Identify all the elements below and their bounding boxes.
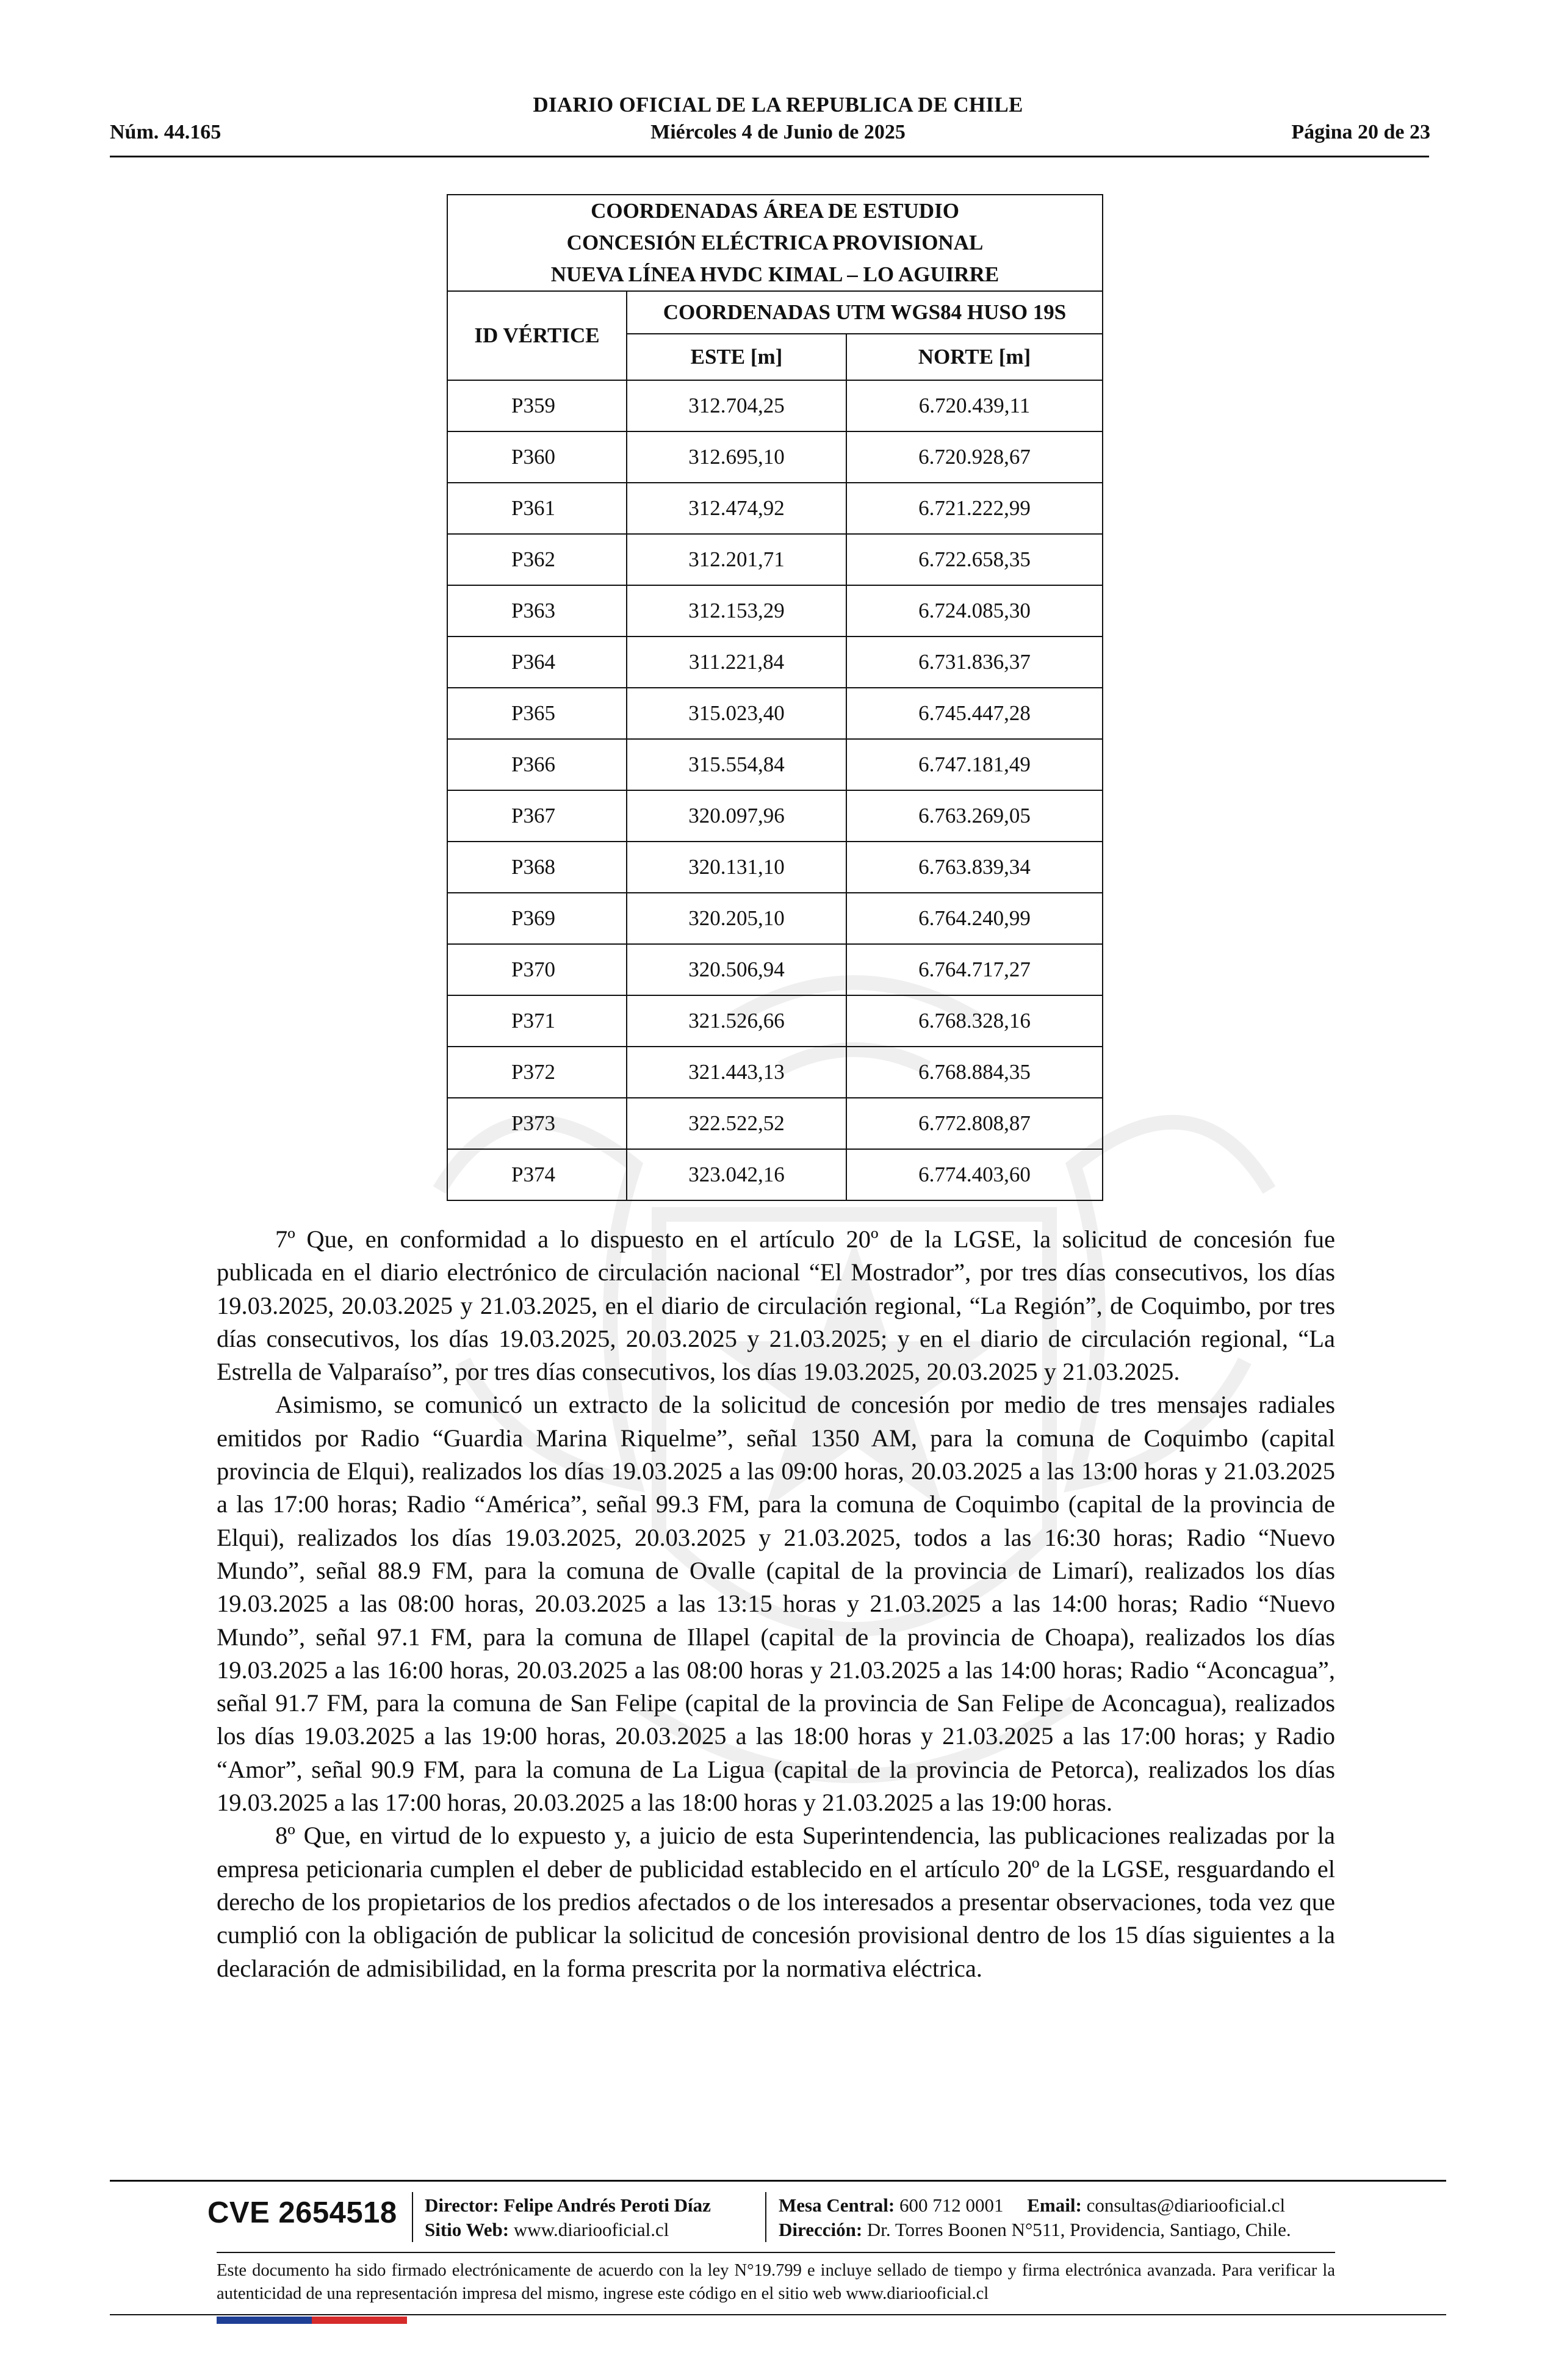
email-label: Email: bbox=[1027, 2194, 1082, 2216]
footer-separator bbox=[765, 2192, 766, 2242]
flag-stripe-segment bbox=[312, 2317, 359, 2324]
este-cell: 320.097,96 bbox=[627, 790, 846, 842]
vertex-id-cell: P363 bbox=[447, 585, 627, 636]
coordinates-table bbox=[447, 194, 1103, 1201]
header-divider bbox=[110, 156, 1429, 157]
mesa-phone: 600 712 0001 bbox=[899, 2194, 1004, 2216]
table-row bbox=[447, 893, 1103, 944]
vertex-id-cell: P368 bbox=[447, 842, 627, 893]
caption-line-2: CONCESIÓN ELÉCTRICA PROVISIONAL bbox=[566, 231, 984, 254]
caption-line-3: NUEVA LÍNEA HVDC KIMAL – LO AGUIRRE bbox=[550, 262, 1000, 286]
este-cell: 312.474,92 bbox=[627, 483, 846, 534]
norte-cell: 6.763.839,34 bbox=[846, 842, 1103, 893]
gazette-title: DIARIO OFICIAL DE LA REPUBLICA DE CHILE bbox=[533, 93, 1023, 117]
table-row bbox=[447, 790, 1103, 842]
vertex-id-cell: P366 bbox=[447, 739, 627, 790]
flag-stripe-segment bbox=[217, 2317, 264, 2324]
norte-cell: 6.768.328,16 bbox=[846, 995, 1103, 1047]
norte-cell: 6.745.447,28 bbox=[846, 688, 1103, 739]
vertex-id-cell: P365 bbox=[447, 688, 627, 739]
este-cell: 320.506,94 bbox=[627, 944, 846, 995]
norte-cell: 6.721.222,99 bbox=[846, 483, 1103, 534]
vertex-id-cell: P360 bbox=[447, 431, 627, 483]
este-cell: 320.205,10 bbox=[627, 893, 846, 944]
este-cell: 322.522,52 bbox=[627, 1098, 846, 1149]
table-row bbox=[447, 995, 1103, 1047]
vertex-id-cell: P374 bbox=[447, 1149, 627, 1200]
vertex-id-cell: P359 bbox=[447, 380, 627, 431]
norte-header: NORTE [m] bbox=[846, 334, 1103, 380]
table-caption bbox=[447, 195, 1103, 291]
table-row bbox=[447, 380, 1103, 431]
table-row bbox=[447, 483, 1103, 534]
director-name: Felipe Andrés Peroti Díaz bbox=[503, 2194, 711, 2216]
flag-stripe-segment bbox=[359, 2317, 407, 2324]
issue-date: Miércoles 4 de Junio de 2025 bbox=[650, 121, 906, 143]
footer-divider-mid bbox=[217, 2252, 1335, 2253]
vertex-id-cell: P367 bbox=[447, 790, 627, 842]
norte-cell: 6.764.240,99 bbox=[846, 893, 1103, 944]
este-cell: 312.704,25 bbox=[627, 380, 846, 431]
table-row bbox=[447, 1047, 1103, 1098]
id-vertice-header: ID VÉRTICE bbox=[447, 291, 627, 380]
utm-header: COORDENADAS UTM WGS84 HUSO 19S bbox=[627, 291, 1103, 334]
este-cell: 312.201,71 bbox=[627, 534, 846, 585]
este-cell: 311.221,84 bbox=[627, 636, 846, 688]
table-row bbox=[447, 431, 1103, 483]
este-cell: 321.526,66 bbox=[627, 995, 846, 1047]
paragraph-8: 8º Que, en virtud de lo expuesto y, a juicio de esta Superintendencia, las publicaciones realizadas por la empresa peticionaria cumplen el deber de publicidad establecido en el artículo 20º de la LGSE, resguardando el derecho de los propietarios de los predios afectados o de los interesados a presentar observaciones, toda vez que cumplió con la obligación de publicar la solicitud de concesión provisional dentro de los 15 días siguientes a la declaración de admisibilidad, en la forma prescrita por la normativa eléctrica. bbox=[217, 1822, 1335, 1982]
norte-cell: 6.774.403,60 bbox=[846, 1149, 1103, 1200]
este-cell: 320.131,10 bbox=[627, 842, 846, 893]
este-cell: 315.023,40 bbox=[627, 688, 846, 739]
address-value: Dr. Torres Boonen N°511, Providencia, Santiago, Chile. bbox=[866, 2219, 1291, 2240]
norte-cell: 6.720.928,67 bbox=[846, 431, 1103, 483]
table-row bbox=[447, 1149, 1103, 1200]
vertex-id-cell: P361 bbox=[447, 483, 627, 534]
footer-contact-block bbox=[779, 2193, 1291, 2242]
norte-cell: 6.763.269,05 bbox=[846, 790, 1103, 842]
este-cell: 323.042,16 bbox=[627, 1149, 846, 1200]
flag-stripe bbox=[217, 2317, 407, 2324]
norte-cell: 6.724.085,30 bbox=[846, 585, 1103, 636]
vertex-id-cell: P373 bbox=[447, 1098, 627, 1149]
norte-cell: 6.731.836,37 bbox=[846, 636, 1103, 688]
vertex-id-cell: P364 bbox=[447, 636, 627, 688]
table-row bbox=[447, 739, 1103, 790]
resolution-body bbox=[217, 1223, 1335, 1985]
email-link[interactable]: consultas@diariooficial.cl bbox=[1086, 2194, 1286, 2216]
paragraph-radio-notices: Asimismo, se comunicó un extracto de la solicitud de concesión por medio de tres mensajes radiales emitidos por Radio “Guardia Marina Riquelme”, señal 1350 AM, para la comuna de Coquimbo (capital provincia de Elqui), realizados los días 19.03.2025 a las 09:00 horas, 20.03.2025 a las 13:00 horas y 21.03.2025 a las 17:00 horas; Radio “América”, señal 99.3 FM, para la comuna de Coquimbo (capital de la provincia de Elqui), realizados los días 19.03.2025, 20.03.2025 y 21.03.2025, todos a las 16:30 horas; Radio “Nuevo Mundo”, señal 88.9 FM, para la comuna de Ovalle (capital de la provincia de Limarí), realizados los días 19.03.2025 a las 08:00 horas, 20.03.2025 a las 13:15 horas y 21.03.2025 a las 14:00 horas; Radio “Nuevo Mundo”, señal 97.1 FM, para la comuna de Illapel (capital de la provincia de Choapa), realizados los días 19.03.2025 a las 16:00 horas, 20.03.2025 a las 08:00 horas y 21.03.2025 a las 14:00 horas; Radio “Aconcagua”, señal 91.7 FM, para la comuna de San Felipe (capital de la provincia de San Felipe de Aconcagua), realizados los días 19.03.2025 a las 19:00 horas, 20.03.2025 a las 18:00 horas y 21.03.2025 a las 17:00 horas; y Radio “Amor”, señal 90.9 FM, para la comuna de La Ligua (capital de la provincia de Petorca), realizados los días 19.03.2025 a las 17:00 horas, 20.03.2025 a las 18:00 horas y 21.03.2025 a las 19:00 horas. bbox=[217, 1391, 1335, 1817]
table-row bbox=[447, 585, 1103, 636]
caption-line-1: COORDENADAS ÁREA DE ESTUDIO bbox=[591, 199, 959, 223]
footer-divider-top bbox=[110, 2180, 1446, 2182]
table-row bbox=[447, 534, 1103, 585]
vertex-id-cell: P362 bbox=[447, 534, 627, 585]
este-cell: 312.695,10 bbox=[627, 431, 846, 483]
flag-stripe-segment bbox=[264, 2317, 312, 2324]
norte-cell: 6.768.884,35 bbox=[846, 1047, 1103, 1098]
este-cell: 321.443,13 bbox=[627, 1047, 846, 1098]
este-cell: 312.153,29 bbox=[627, 585, 846, 636]
web-label: Sitio Web: bbox=[425, 2219, 510, 2240]
vertex-id-cell: P370 bbox=[447, 944, 627, 995]
norte-cell: 6.747.181,49 bbox=[846, 739, 1103, 790]
footer-director-block bbox=[425, 2193, 711, 2242]
director-label: Director: bbox=[425, 2194, 499, 2216]
legal-notice: Este documento ha sido firmado electrónicamente de acuerdo con la ley N°19.799 e incluye sellado de tiempo y firma electrónica avanzada. Para verificar la autenticidad de una representación impresa del mismo, ingrese este código en el sitio web www.diariooficial.cl bbox=[217, 2261, 1335, 2303]
web-link[interactable]: www.diariooficial.cl bbox=[513, 2219, 669, 2240]
norte-cell: 6.720.439,11 bbox=[846, 380, 1103, 431]
este-cell: 315.554,84 bbox=[627, 739, 846, 790]
norte-cell: 6.722.658,35 bbox=[846, 534, 1103, 585]
norte-cell: 6.772.808,87 bbox=[846, 1098, 1103, 1149]
cve-code: CVE 2654518 bbox=[207, 2196, 397, 2229]
table-row bbox=[447, 688, 1103, 739]
footer-divider-bottom bbox=[110, 2314, 1446, 2315]
norte-cell: 6.764.717,27 bbox=[846, 944, 1103, 995]
page-indicator: Página 20 de 23 bbox=[1291, 121, 1430, 143]
paragraph-7: 7º Que, en conformidad a lo dispuesto en el artículo 20º de la LGSE, la solicitud de concesión fue publicada en el diario electrónico de circulación nacional “El Mostrador”, por tres días consecutivos, los días 19.03.2025, 20.03.2025 y 21.03.2025, en el diario de circulación regional, “La Región”, de Coquimbo, por tres días consecutivos, los días 19.03.2025, 20.03.2025 y 21.03.2025; y en el diario de circulación regional, “La Estrella de Valparaíso”, por tres días consecutivos, los días 19.03.2025, 20.03.2025 y 21.03.2025. bbox=[217, 1225, 1335, 1386]
table-row bbox=[447, 842, 1103, 893]
issue-number: Núm. 44.165 bbox=[110, 121, 222, 143]
vertex-id-cell: P369 bbox=[447, 893, 627, 944]
vertex-id-cell: P372 bbox=[447, 1047, 627, 1098]
table-row bbox=[447, 1098, 1103, 1149]
table-row bbox=[447, 944, 1103, 995]
vertex-id-cell: P371 bbox=[447, 995, 627, 1047]
footer-separator bbox=[412, 2192, 413, 2242]
este-header: ESTE [m] bbox=[627, 334, 846, 380]
mesa-label: Mesa Central: bbox=[779, 2194, 895, 2216]
address-label: Dirección: bbox=[779, 2219, 863, 2240]
table-row bbox=[447, 636, 1103, 688]
